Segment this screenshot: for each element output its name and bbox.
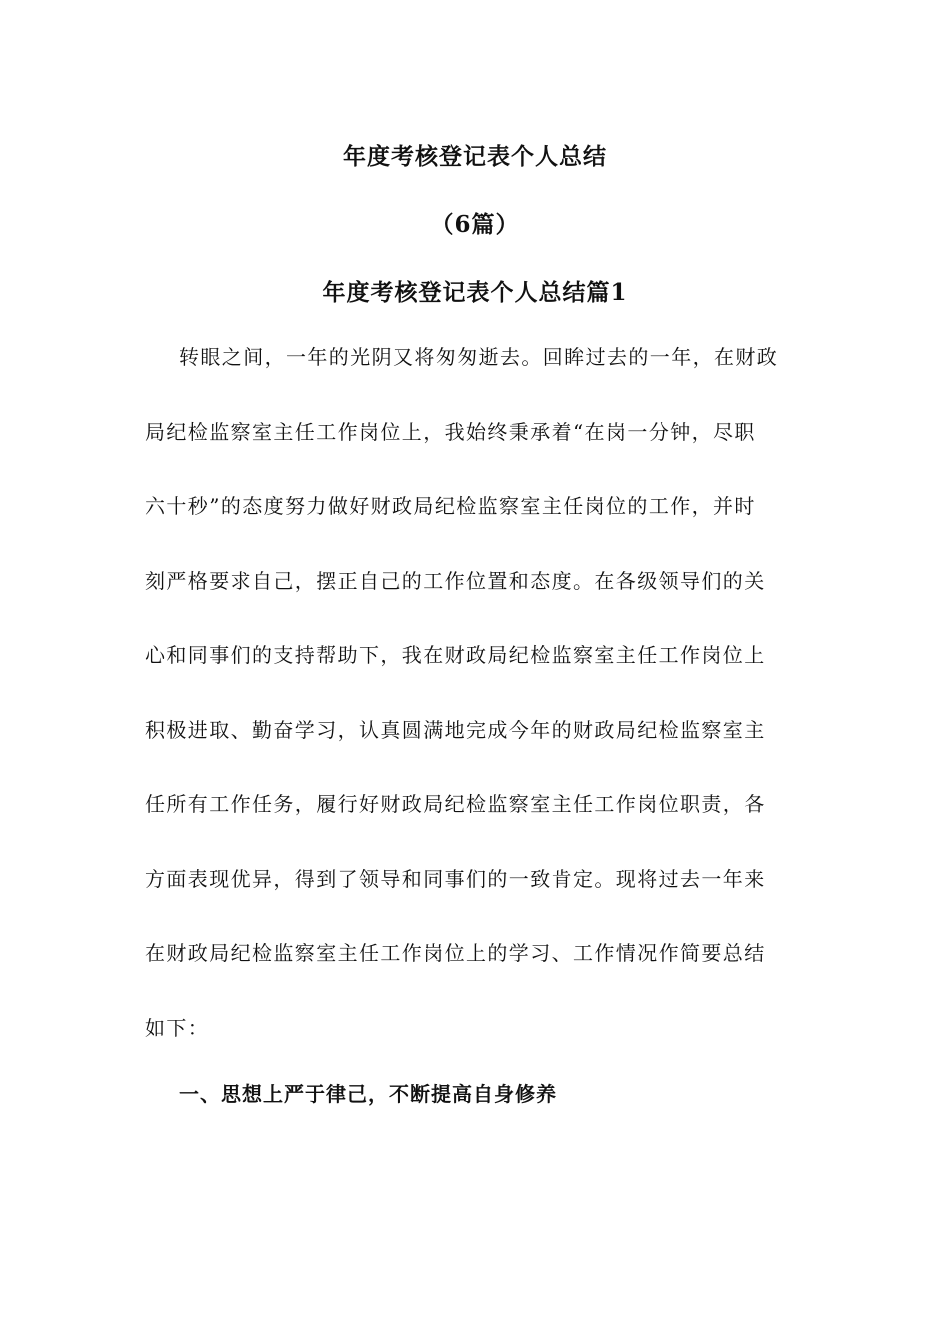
article-count: （6篇） [430,211,520,238]
paragraph-line: 方面表现优异，得到了领导和同事们的一致肯定。现将过去一年来 [145,866,766,891]
paragraph-line: 任所有工作任务，履行好财政局纪检监察室主任工作岗位职责，各 [145,792,766,816]
paragraph-line: 刻严格要求自己，摆正自己的工作位置和态度。在各级领导们的关 [145,568,766,593]
paragraph-line: 心和同事们的支持帮助下，我在财政局纪检监察室主任工作岗位上 [145,643,766,667]
paragraph-line: 转眼之间，一年的光阴又将匆匆逝去。回眸过去的一年，在财政 [179,345,779,369]
body-paragraph [145,320,805,1065]
paragraph-line: 积极进取、勤奋学习，认真圆满地完成今年的财政局纪检监察室主 [145,717,766,742]
paragraph-line: 六十秒”的态度努力做好财政局纪检监察室主任岗位的工作，并时 [145,494,756,518]
section-title: 年度考核登记表个人总结篇1 [322,279,628,306]
paragraph-line: 如下： [145,1015,210,1040]
paragraph-line: 局纪检监察室主任工作岗位上，我始终秉承着“在岗一分钟，尽职 [145,419,756,444]
document-title: 年度考核登记表个人总结 [343,143,607,170]
paragraph-line: 在财政局纪检监察室主任工作岗位上的学习、工作情况作简要总结 [145,941,766,965]
section-heading: 一、思想上严于律己，不断提高自身修养 [179,1082,557,1106]
